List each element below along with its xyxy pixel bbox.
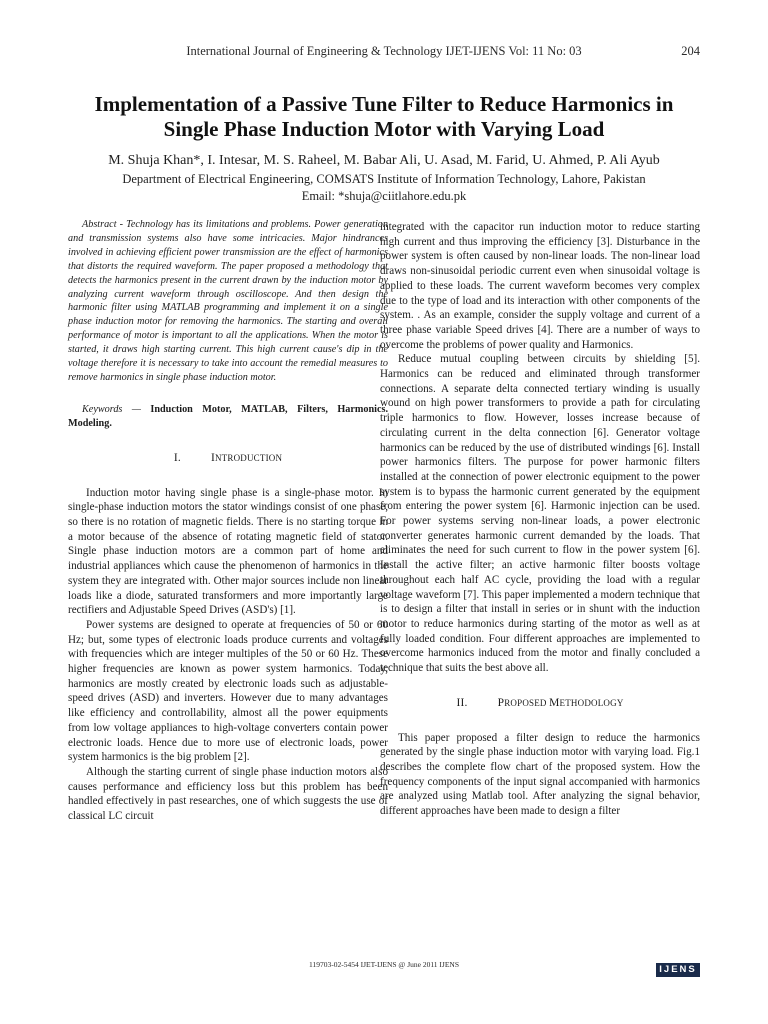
abstract: Abstract - Technology has its limitations and problems. Power generation and transmission systems also have some intricacies. Major hindrances involved in achieving efficient power transmission are the effect of harmonics that distorts the required waveform. The paper proposed a methodology that detects the harmonics present in the current drawn by the induction motor by analyzing current waveform through oscilloscope. And then design the harmonic filter using MATLAB programming and implement it on a single phase induction motor for removing the harmonics. The starting and overall performance of motor is important to all the applications. When the motor is started, it draws high starting current. This high current cause's dip in the voltage therefore it is necessary to take into account the remedial measures to remove harmonics in single phase induction motor. (68, 219, 388, 383)
contact-email: Email: *shuja@ciitlahore.edu.pk (301, 189, 467, 203)
title-line-2: Single Phase Induction Motor with Varying Load (163, 117, 605, 141)
right-column (380, 220, 700, 819)
introduction-paragraph-3: Although the starting current of single phase induction motors also causes performance and efficiency loss but this problem has been handled effectively in past researches, one of which suggests the use of classical LC circuit (68, 765, 388, 823)
introduction-paragraph-1: Induction motor having single phase is a single-phase motor. In single-phase induction motors the stator windings consist of one phase, so there is no rotation of magnetic fields. There is no starting torque in a motor because of the absence of rotating magnetic field of stator. Single phase induction motors are a common part of home and industrial appliances which cause the phenomenon of harmonics in the system they are integrated with. Other major sources include non linear loads like a diode, saturated transformers and more importantly large rectifiers and Adjustable Speed Drives (ASD's) [1]. (68, 486, 388, 617)
footer-identifier: 119703-02-5454 IJET-IJENS @ June 2011 IJENS (308, 960, 460, 969)
section-title-initial: I (210, 451, 215, 464)
section-title-rest: NTRODUCTION (214, 452, 283, 463)
left-column (68, 218, 388, 824)
journal-header: International Journal of Engineering & Technology IJET-IJENS Vol: 11 No: 03 (186, 44, 582, 58)
introduction-paragraph-2: Power systems are designed to operate at frequencies of 50 or 60 Hz; but, some types of electronic loads produce currents and voltages with frequencies which are integer multiples of the 50 or 60 Hz. These higher frequencies are known as power system harmonics. Today, harmonics are mostly created by electronic loads such as adjustable-speed drives (ASD) and inverters. However due to many advantages like efficiency and controllability, almost all the power equipments from low voltage appliances to high-voltage converters contain power electronic loads. Hence due to more use of electronic loads, power system harmonics is the big problem [2]. (68, 618, 388, 764)
section-number: I. (173, 451, 181, 464)
keywords-list: Induction Motor, MATLAB, Filters, Harmonics. Modeling. (68, 403, 389, 429)
title-line-1: Implementation of a Passive Tune Filter to Reduce Harmonics in (94, 92, 674, 116)
methodology-paragraph-1: This paper proposed a filter design to reduce the harmonics generated by the single phase induction motor with varying load. Fig.1 describes the complete flow chart of the proposed system. How the frequency components of the input signal accompanied with harmonics are analyzed using Matlab tool. After analyzing the signal behavior, different approaches have been made to design a filter (380, 731, 700, 818)
section-number: II. (456, 696, 468, 709)
section-heading-introduction (68, 451, 388, 466)
section-title-part: ROPOSED (504, 697, 550, 708)
introduction-paragraph-4: integrated with the capacitor run induction motor to reduce starting high current and thus improving the efficiency [3]. Disturbance in the power system is often caused by non-linear loads. The non-linear load draws non-sinusoidal periodic current even when sinusoidal voltage is applied to these loads. The current waveform becomes very complex due to the type of load and its interaction with other components of the system. . As an example, consider the supply voltage and current of a three phase variable Speed drives [4]. There are a number of ways to overcome the problems of power quality and Harmonics. (380, 221, 700, 351)
keywords (68, 403, 388, 431)
section-title-initial: P (497, 696, 505, 709)
introduction-paragraph-5: Reduce mutual coupling between circuits by shielding [5]. Harmonics can be reduced and eliminated through transformer connections. A separate delta connected tertiary winding is usually wound on high power transformers to provide a path for circulating triple harmonics to flow. However, losses increase because of circulating current in the delta connection [6]. Generator voltage harmonics can be reduced by the use of distributed windings [6]. Install power harmonics filters. The purpose for power harmonic filters installed at the connection of power electronic equipment to the power system is to bypass the harmonic current generated by the equipment from entering the power system [6]. Harmonic injection can be used. For power systems serving non-linear loads, a power electronic converter generates harmonic current demanded by the loads. That eliminates the need for such current to flow in the power system [6]. Install the active filter; an active harmonic filter boosts voltage throughout each half AC cycle, providing the load with a regular voltage waveform [7]. This paper implemented a modern technique that is to design a filter that install in series or in shunt with the induction motor to reduce harmonics during starting of the motor as well as at fully loaded condition. Four different approaches are implemented to overcome harmonics induced from the motor and finally concluded a technique that suits the best above all. (380, 353, 700, 675)
ijens-logo: IJENS (656, 963, 700, 977)
page-number: 204 (681, 44, 700, 58)
paper-title (60, 92, 708, 142)
section-title-rest: ETHODOLOGY (559, 697, 624, 708)
section-heading-proposed-methodology (380, 696, 700, 711)
keywords-label: Keywords — (82, 403, 141, 415)
section-title-initial-2: M (549, 696, 560, 709)
author-list: M. Shuja Khan*, I. Intesar, M. S. Raheel, M. Babar Ali, U. Asad, M. Farid, U. Ahmed, P. Ali Ayub (108, 153, 660, 168)
affiliation: Department of Electrical Engineering, COMSATS Institute of Information Technology, Lahore, Pakistan (122, 172, 646, 186)
